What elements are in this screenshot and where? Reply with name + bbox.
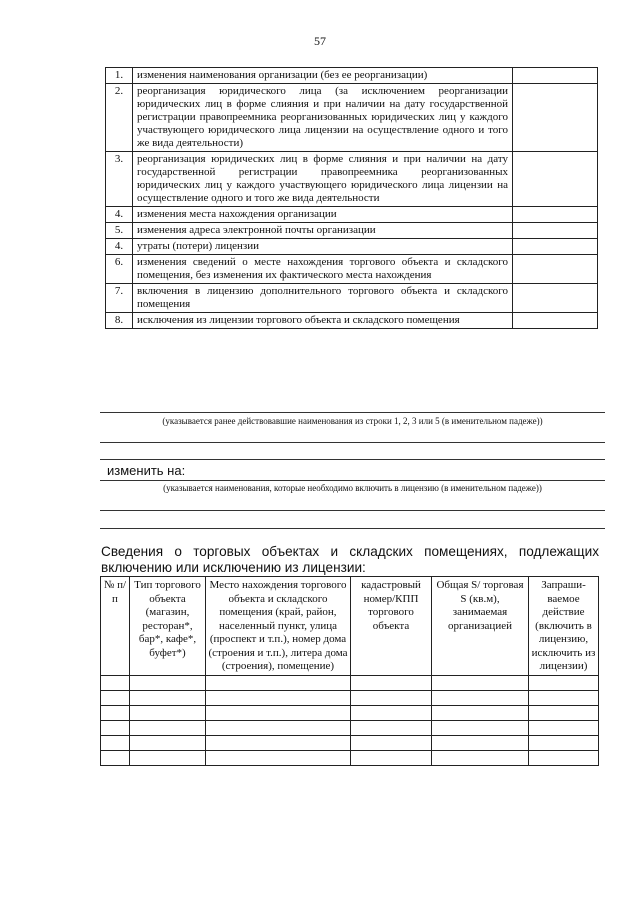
reissue-grounds-table (105, 67, 598, 329)
row-text: включения в лицензию дополнительного торгового объекта и складского помещения (133, 284, 513, 313)
objects-table (100, 576, 599, 766)
table-row (101, 735, 599, 750)
checkbox-cell[interactable] (513, 313, 598, 329)
table-row (106, 84, 598, 152)
row-text: изменения наименования организации (без ее реорганизации) (133, 68, 513, 84)
new-name-caption: (указывается наименования, которые необходимо включить в лицензию (в именительном падеже)) (163, 483, 542, 493)
table-row (101, 750, 599, 765)
row-number: 7. (106, 284, 133, 313)
row-number: 1. (106, 68, 133, 84)
table-row (106, 313, 598, 329)
table-row (106, 152, 598, 207)
col-header-location: Место нахождения торгового объекта и складского помещения (край, район, населенный пункт, улица (проспект и т.п.), номер дома (строения и т.п.), литера дома (строения), помещение) (206, 577, 351, 676)
row-number: 5. (106, 223, 133, 239)
row-text: изменения адреса электронной почты организации (133, 223, 513, 239)
col-header-cadastral: кадастровый номер/КПП торгового объекта (351, 577, 432, 676)
checkbox-cell[interactable] (513, 223, 598, 239)
table-row (101, 705, 599, 720)
table-row (101, 690, 599, 705)
prev-name-line[interactable] (100, 412, 605, 413)
new-name-line[interactable] (100, 480, 605, 481)
page-number: 57 (314, 34, 326, 48)
row-text: утраты (потери) лицензии (133, 239, 513, 255)
row-number: 2. (106, 84, 133, 152)
table-row (106, 207, 598, 223)
change-to-label: изменить на: (107, 463, 186, 478)
new-name-line-3[interactable] (100, 528, 605, 529)
col-header-type: Тип торгового объекта (магазин, ресторан*, бар*, кафе*, буфет*) (130, 577, 206, 676)
prev-name-line-2[interactable] (100, 442, 605, 443)
row-text: реорганизация юридических лиц в форме слияния и при наличии на дату государственной регистрации правопреемника реорганизованных юридических лиц у каждого участвующего юридического лица лицензии на осуществление одного и того же вида деятельности (133, 152, 513, 207)
table-row (106, 223, 598, 239)
table-row (101, 720, 599, 735)
table-row (106, 284, 598, 313)
checkbox-cell[interactable] (513, 255, 598, 284)
row-number: 4. (106, 207, 133, 223)
prev-name-caption: (указывается ранее действовавшие наименования из строки 1, 2, 3 или 5 (в именительном падеже)) (162, 416, 543, 426)
table-row (106, 68, 598, 84)
col-header-number: № п/п (101, 577, 130, 676)
table-row (106, 255, 598, 284)
checkbox-cell[interactable] (513, 239, 598, 255)
checkbox-cell[interactable] (513, 84, 598, 152)
row-number: 3. (106, 152, 133, 207)
col-header-action: Запраши-ваемое действие (включить в лицензию, исключить из лицензии) (529, 577, 599, 676)
row-text: изменения сведений о месте нахождения торгового объекта и складского помещения, без изменения их фактического места нахождения (133, 255, 513, 284)
table-row (106, 239, 598, 255)
row-text: исключения из лицензии торгового объекта и складского помещения (133, 313, 513, 329)
table-row (101, 675, 599, 690)
checkbox-cell[interactable] (513, 152, 598, 207)
row-number: 4. (106, 239, 133, 255)
row-text: изменения места нахождения организации (133, 207, 513, 223)
col-header-area: Общая S/ торговая S (кв.м), занимаемая организацией (432, 577, 529, 676)
table-header-row (101, 577, 599, 676)
checkbox-cell[interactable] (513, 207, 598, 223)
row-number: 8. (106, 313, 133, 329)
objects-heading: Сведения о торговых объектах и складских помещениях, подлежащих включению или исключению из лицензии: (101, 544, 599, 575)
prev-name-line-3[interactable] (100, 459, 605, 460)
new-name-line-2[interactable] (100, 510, 605, 511)
row-number: 6. (106, 255, 133, 284)
row-text: реорганизация юридического лица (за исключением реорганизации юридических лиц в форме слияния и при наличии на дату государственной регистрации правопреемника реорганизованных юридических лиц у каждого участвующего юридического лица лицензии на осуществление одного и того же вида деятельности) (133, 84, 513, 152)
checkbox-cell[interactable] (513, 284, 598, 313)
checkbox-cell[interactable] (513, 68, 598, 84)
